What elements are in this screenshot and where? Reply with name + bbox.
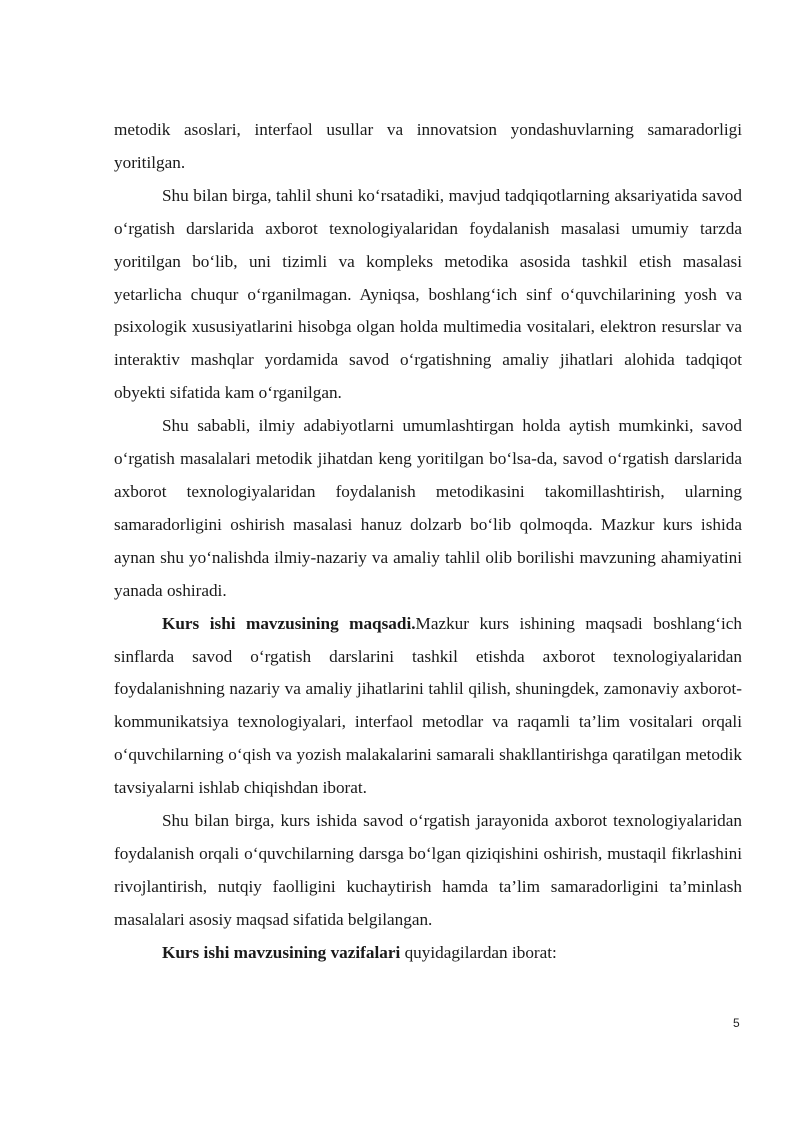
paragraph-goal xyxy=(114,608,742,805)
paragraph-research-gap: Shu bilan birga, tahlil shuni ko‘rsatadiki, mavjud tadqiqotlarning aksariyatida savod o‘rgatish darslarida axborot texnologiyalaridan foydalanish masalasi umumiy tarzda yoritilgan bo‘lib, uni tizimli va kompleks metodika asosida tashkil etish masalasi yetarlicha chuqur o‘rganilmagan. Ayniqsa, boshlang‘ich sinf o‘quvchilarining yosh va psixologik xususiyatlarini hisobga olgan holda multimedia vositalari, elektron resurslar va interaktiv mashqlar yordamida savod o‘rgatishning amaliy jihatlari alohida tadqiqot obyekti sifatida kam o‘rganilgan. xyxy=(114,185,742,403)
tasks-intro-text: quyidagilardan iborat: xyxy=(400,942,557,962)
paragraph-tasks-intro xyxy=(114,937,742,970)
tasks-heading: Kurs ishi mavzusining vazifalari xyxy=(162,942,401,962)
goal-text: Mazkur kurs ishining maqsadi boshlang‘ich sinflarda savod o‘rgatish darslarini tashkil etishda axborot texnologiyalaridan foydalanishning nazariy va amaliy jihatlarini tahlil qilish, shuningdek, zamonaviy axborot-kommunikatsiya texnologiyalari, interfaol metodlar va raqamli ta’lim vositalari orqali o‘quvchilarning o‘qish va yozish malakalarini samarali shakllantirishga qaratilgan metodik tavsiyalarni ishlab chiqishdan iborat. xyxy=(114,613,742,798)
paragraph-relevance: Shu sababli, ilmiy adabiyotlarni umumlashtirgan holda aytish mumkinki, savod o‘rgatish masalalari metodik jihatdan keng yoritilgan bo‘lsa-da, savod o‘rgatish darslarida axborot texnologiyalaridan foydalanish metodikasini takomillashtirish, ularning samaradorligini oshirish masalasi hanuz dolzarb bo‘lib qolmoqda. Mazkur kurs ishida aynan shu yo‘nalishda ilmiy-nazariy va amaliy tahlil olib borilishi mavzuning ahamiyatini yanada oshiradi. xyxy=(114,416,742,600)
body-text xyxy=(114,114,742,970)
goal-heading: Kurs ishi mavzusining maqsadi. xyxy=(162,613,416,633)
paragraph-goal-details: Shu bilan birga, kurs ishida savod o‘rgatish jarayonida axborot texnologiyalaridan foydalanish orqali o‘quvchilarning darsga bo‘lgan qiziqishini oshirish, mustaqil fikrlashini rivojlantirish, nutqiy faolligini kuchaytirish hamda ta’lim samaradorligini ta’minlash masalalari asosiy maqsad sifatida belgilangan. xyxy=(114,811,742,929)
paragraph-continuation: metodik asoslari, interfaol usullar va innovatsion yondashuvlarning samaradorligi yoritilgan. xyxy=(114,120,742,172)
page-number: 5 xyxy=(733,1016,740,1030)
